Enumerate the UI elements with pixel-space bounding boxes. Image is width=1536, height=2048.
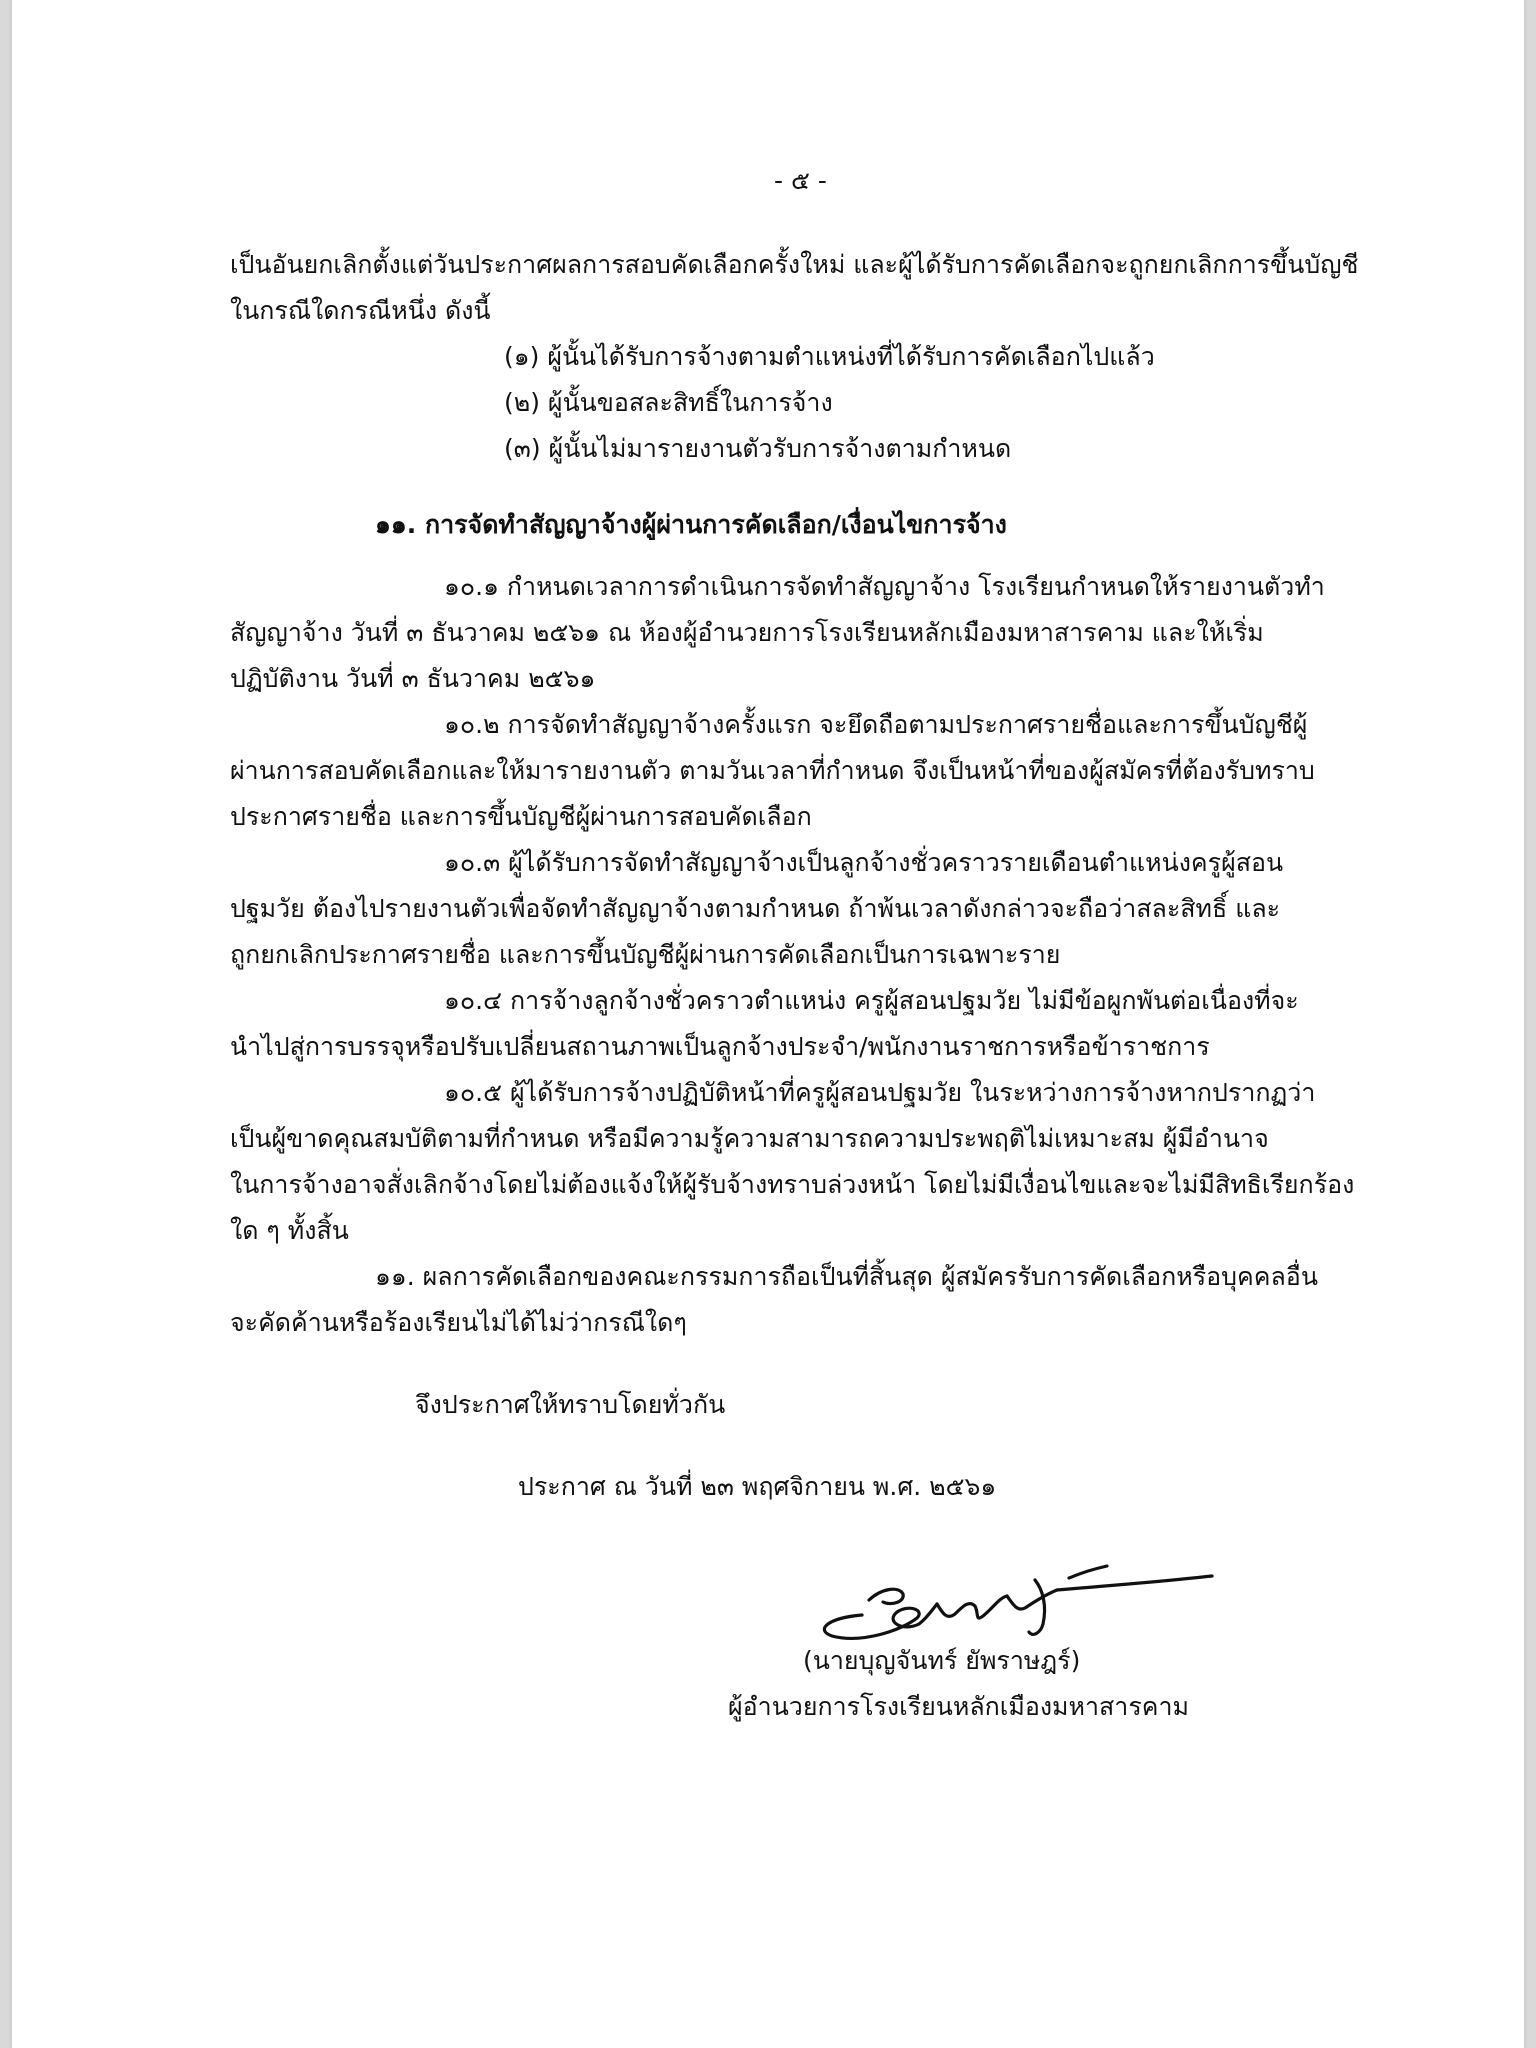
paragraph-10-2-line-3: ประกาศรายชื่อ และการขึ้นบัญชีผู้ผ่านการสอบคัดเลือก — [230, 802, 812, 831]
paragraph-10-3-line-3: ถูกยกเลิกประกาศรายชื่อ และการขึ้นบัญชีผู้ผ่านการคัดเลือกเป็นการเฉพาะราย — [230, 940, 1061, 969]
intro-line-1: เป็นอันยกเลิกตั้งแต่วันประกาศผลการสอบคัดเลือกครั้งใหม่ และผู้ได้รับการคัดเลือกจะถูกยกเลิกการขึ้นบัญชี — [230, 250, 1359, 279]
paragraph-10-4-line-1: ๑๐.๔ การจ้างลูกจ้างชั่วคราวตำแหน่ง ครูผู้สอนปฐมวัย ไม่มีข้อผูกพันต่อเนื่องที่จะ — [444, 986, 1299, 1015]
paragraph-10-1-line-2: สัญญาจ้าง วันที่ ๓ ธันวาคม ๒๕๖๑ ณ ห้องผู้อำนวยการโรงเรียนหลักเมืองมหาสารคาม และให้เริ่ม — [230, 618, 1264, 647]
paragraph-10-5-line-3: ในการจ้างอาจสั่งเลิกจ้างโดยไม่ต้องแจ้งให้ผู้รับจ้างทราบล่วงหน้า โดยไม่มีเงื่อนไขและจะไม่มีสิทธิเรียกร้อง — [230, 1170, 1355, 1199]
case-item-1: (๑) ผู้นั้นได้รับการจ้างตามตำแหน่งที่ได้รับการคัดเลือกไปแล้ว — [504, 342, 1155, 371]
paragraph-10-2-line-2: ผ่านการสอบคัดเลือกและให้มารายงานตัว ตามวันเวลาที่กำหนด จึงเป็นหน้าที่ของผู้สมัครที่ต้องรับทราบ — [230, 756, 1315, 785]
paragraph-10-5-line-2: เป็นผู้ขาดคุณสมบัติตามที่กำหนด หรือมีความรู้ความสามารถความประพฤติไม่เหมาะสม ผู้มีอำนาจ — [230, 1124, 1269, 1153]
paragraph-10-1-line-3: ปฏิบัติงาน วันที่ ๓ ธันวาคม ๒๕๖๑ — [230, 664, 596, 693]
announcement-date: ประกาศ ณ วันที่ ๒๓ พฤศจิกายน พ.ศ. ๒๕๖๑ — [518, 1472, 997, 1501]
signer-position: ผู้อำนวยการโรงเรียนหลักเมืองมหาสารคาม — [728, 1692, 1189, 1721]
page-number: - ๕ - — [774, 166, 827, 195]
paragraph-10-4-line-2: นำไปสู่การบรรจุหรือปรับเปลี่ยนสถานภาพเป็นลูกจ้างประจำ/พนักงานราชการหรือข้าราชการ — [230, 1032, 1210, 1061]
paragraph-10-2-line-1: ๑๐.๒ การจัดทำสัญญาจ้างครั้งแรก จะยึดถือตามประกาศรายชื่อและการขึ้นบัญชีผู้ — [444, 710, 1308, 739]
paragraph-10-5-line-1: ๑๐.๕ ผู้ได้รับการจ้างปฏิบัติหน้าที่ครูผู้สอนปฐมวัย ในระหว่างการจ้างหากปรากฏว่า — [444, 1078, 1316, 1107]
document-page — [12, 0, 1524, 2048]
case-item-3: (๓) ผู้นั้นไม่มารายงานตัวรับการจ้างตามกำหนด — [504, 434, 1012, 463]
paragraph-11-line-1: ๑๑. ผลการคัดเลือกของคณะกรรมการถือเป็นที่สิ้นสุด ผู้สมัครรับการคัดเลือกหรือบุคคลอื่น — [375, 1262, 1318, 1291]
closing-statement: จึงประกาศให้ทราบโดยทั่วกัน — [415, 1390, 726, 1419]
paragraph-10-3-line-2: ปฐมวัย ต้องไปรายงานตัวเพื่อจัดทำสัญญาจ้างตามกำหนด ถ้าพ้นเวลาดังกล่าวจะถือว่าสละสิทธิ์ และ — [230, 894, 1281, 923]
paragraph-10-1-line-1: ๑๐.๑ กำหนดเวลาการดำเนินการจัดทำสัญญาจ้าง โรงเรียนกำหนดให้รายงานตัวทำ — [444, 572, 1325, 601]
handwritten-signature — [807, 1560, 1217, 1650]
intro-line-2: ในกรณีใดกรณีหนึ่ง ดังนี้ — [230, 296, 491, 325]
case-item-2: (๒) ผู้นั้นขอสละสิทธิ์ในการจ้าง — [504, 388, 833, 417]
paragraph-10-3-line-1: ๑๐.๓ ผู้ได้รับการจัดทำสัญญาจ้างเป็นลูกจ้างชั่วคราวรายเดือนตำแหน่งครูผู้สอน — [444, 848, 1284, 877]
paragraph-10-5-line-4: ใด ๆ ทั้งสิ้น — [230, 1216, 349, 1245]
signer-name: (นายบุญจันทร์ ยัพราษฎร์) — [803, 1646, 1081, 1675]
section-heading: ๑๑. การจัดทำสัญญาจ้างผู้ผ่านการคัดเลือก/เงื่อนไขการจ้าง — [375, 510, 1007, 539]
paragraph-11-line-2: จะคัดค้านหรือร้องเรียนไม่ได้ไม่ว่ากรณีใดๆ — [230, 1308, 687, 1337]
